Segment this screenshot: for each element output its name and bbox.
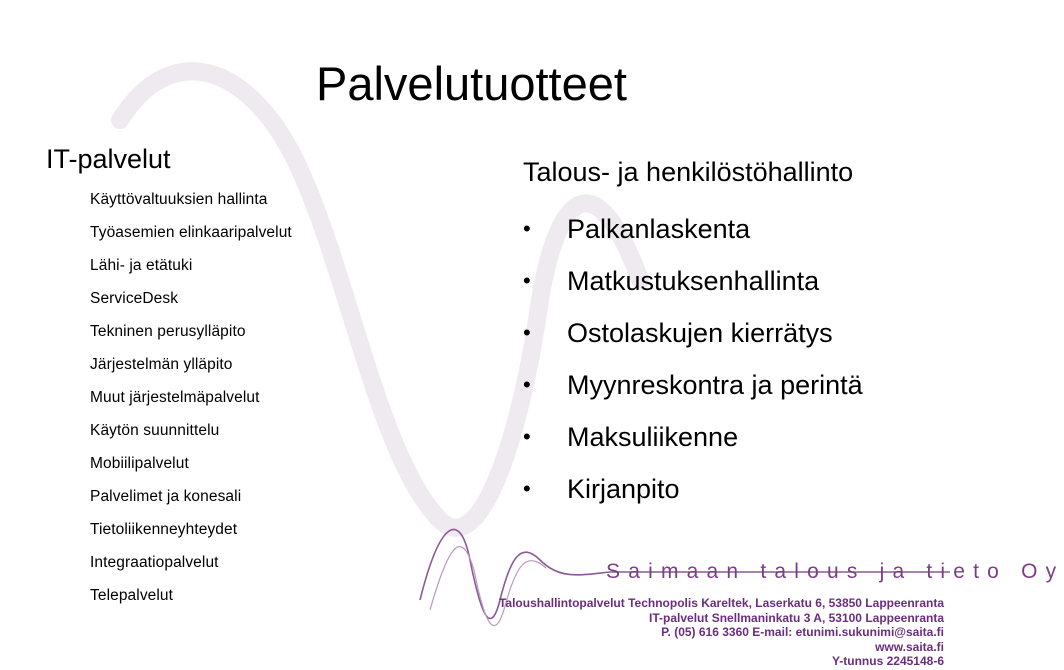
bullet-icon: • xyxy=(523,268,531,293)
list-item xyxy=(523,255,863,307)
it-services-list xyxy=(90,190,292,619)
list-item-label: Ostolaskujen kierrätys xyxy=(567,318,833,348)
list-item xyxy=(523,359,863,411)
list-item: Tietoliikenneyhteydet xyxy=(90,521,238,538)
list-item: Työasemien elinkaaripalvelut xyxy=(90,224,292,241)
contact-line-it: IT-palvelut Snellmaninkatu 3 A, 53100 Lappeenranta xyxy=(649,610,944,625)
list-item: ServiceDesk xyxy=(90,290,179,307)
list-item: Käytön suunnittelu xyxy=(90,422,220,439)
list-item: Palvelimet ja konesali xyxy=(90,488,242,505)
contact-line-phone-email: P. (05) 616 3360 E-mail: etunimi.sukunimi@saita.fi xyxy=(661,625,944,639)
list-item xyxy=(523,307,863,359)
list-item: Järjestelmän ylläpito xyxy=(90,356,233,373)
list-item: Muut järjestelmäpalvelut xyxy=(90,389,260,406)
list-item-label: Matkustuksenhallinta xyxy=(567,266,820,296)
list-item: Lähi- ja etätuki xyxy=(90,257,193,274)
list-item: Mobiilipalvelut xyxy=(90,455,189,472)
list-item xyxy=(523,463,863,515)
list-item: Tekninen perusylläpito xyxy=(90,323,246,340)
website-link: www.saita.fi xyxy=(875,639,944,654)
list-item xyxy=(523,203,863,255)
list-item-label: Palkanlaskenta xyxy=(567,214,751,244)
business-id: Y-tunnus 2245148-6 xyxy=(831,654,944,668)
finance-hr-heading: Talous- ja henkilöstöhallinto xyxy=(523,157,854,187)
page-title: Palvelutuotteet xyxy=(316,57,627,110)
it-services-heading: IT-palvelut xyxy=(46,144,171,174)
list-item xyxy=(523,411,863,463)
list-item: Integraatiopalvelut xyxy=(90,554,219,571)
list-item-label: Maksuliikenne xyxy=(567,422,739,452)
list-item: Telepalvelut xyxy=(90,587,174,604)
list-item-label: Myynreskontra ja perintä xyxy=(567,370,863,400)
bullet-icon: • xyxy=(523,372,531,397)
bullet-icon: • xyxy=(523,476,531,501)
contact-info xyxy=(499,596,944,669)
company-logo-text: Saimaan talous ja tieto Oy xyxy=(606,560,1064,583)
bullet-icon: • xyxy=(523,424,531,449)
list-item: Käyttövaltuuksien hallinta xyxy=(90,191,268,208)
contact-line-finance: Taloushallintopalvelut Technopolis Kareltek, Laserkatu 6, 53850 Lappeenranta xyxy=(498,596,944,610)
list-item-label: Kirjanpito xyxy=(567,474,680,504)
bullet-icon: • xyxy=(523,320,531,345)
finance-hr-list xyxy=(523,203,863,515)
bullet-icon: • xyxy=(523,216,531,241)
